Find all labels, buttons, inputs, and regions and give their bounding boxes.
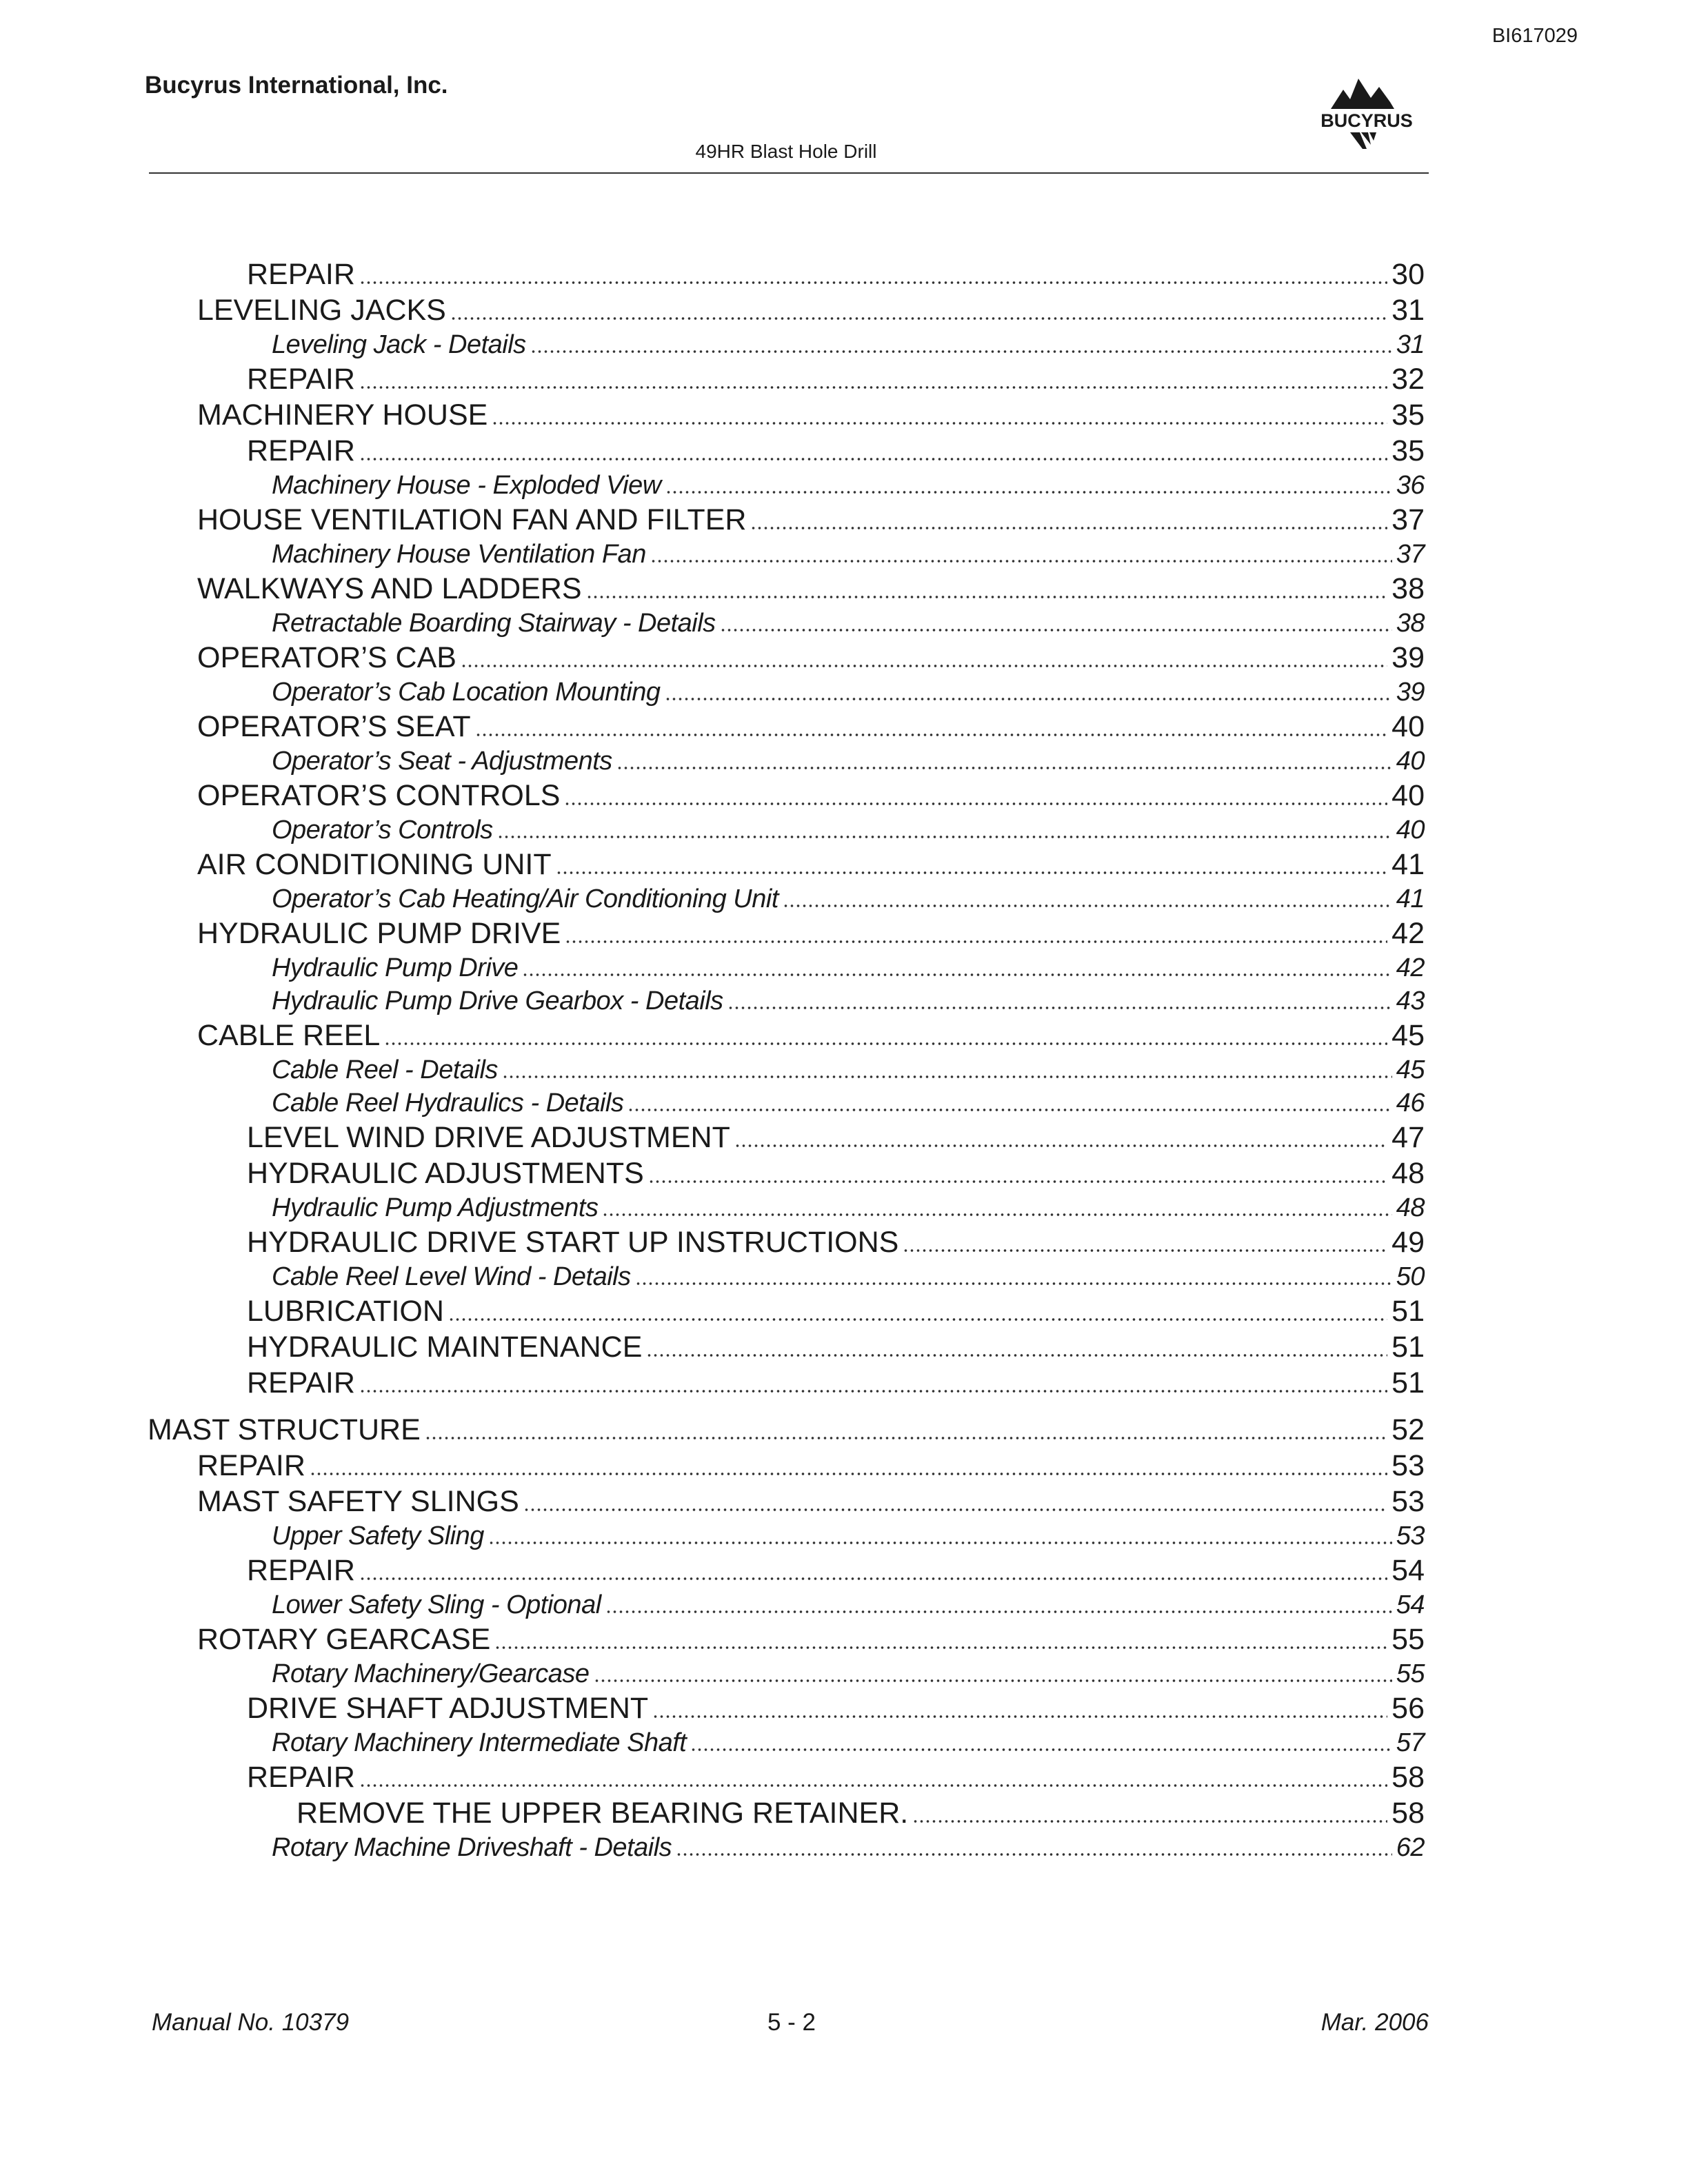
toc-entry-page: 53 <box>1391 1449 1425 1482</box>
toc-leader-dots <box>648 1180 1387 1183</box>
toc-entry-label: OPERATOR’S SEAT <box>197 710 471 743</box>
toc-entry-label: CABLE REEL <box>197 1019 381 1052</box>
toc-entry-page: 52 <box>1391 1413 1425 1446</box>
toc-entry <box>0 1412 1425 1448</box>
toc-entry <box>0 709 1425 745</box>
toc-entry-label: HYDRAULIC PUMP DRIVE <box>197 917 561 950</box>
toc-entry-page: 54 <box>1396 1590 1425 1619</box>
toc-leader-dots <box>556 871 1388 874</box>
toc-entry <box>0 1795 1425 1831</box>
toc-leader-dots <box>523 1508 1387 1511</box>
toc-entry-label: AIR CONDITIONING UNIT <box>197 848 552 881</box>
toc-leader-dots <box>665 491 1392 494</box>
toc-leader-dots <box>450 317 1387 320</box>
toc-leader-dots <box>522 973 1391 976</box>
toc-entry-page: 32 <box>1391 363 1425 396</box>
toc-entry-page: 47 <box>1391 1121 1425 1154</box>
toc-leader-dots <box>448 1318 1387 1321</box>
toc-entry-label: MACHINERY HOUSE <box>197 398 488 432</box>
toc-entry <box>0 1293 1425 1329</box>
toc-entry-page: 51 <box>1391 1331 1425 1364</box>
toc-entry-label: REPAIR <box>247 363 355 396</box>
toc-entry-label: Retractable Boarding Stairway - Details <box>272 609 716 638</box>
toc-entry <box>0 916 1425 951</box>
toc-entry-label: Rotary Machinery Intermediate Shaft <box>272 1728 687 1757</box>
toc-leader-dots <box>720 629 1392 631</box>
toc-entry-label: Operator’s Seat - Adjustments <box>272 747 612 776</box>
toc-figure-entry <box>0 1519 1425 1553</box>
toc-entry-label: Operator’s Cab Location Mounting <box>272 678 661 707</box>
toc-entry-page: 62 <box>1396 1833 1425 1862</box>
toc-entry-label: Rotary Machine Driveshaft - Details <box>272 1833 672 1862</box>
toc-entry-label: Machinery House Ventilation Fan <box>272 540 646 569</box>
page-number: 5 - 2 <box>767 2009 816 2036</box>
toc-entry-page: 42 <box>1391 917 1425 950</box>
header-divider <box>149 172 1429 174</box>
toc-entry <box>0 571 1425 607</box>
document-subtitle: 49HR Blast Hole Drill <box>695 141 877 162</box>
toc-entry-page: 53 <box>1391 1485 1425 1518</box>
toc-entry-page: 57 <box>1396 1728 1425 1757</box>
toc-figure-entry <box>0 1657 1425 1690</box>
toc-leader-dots <box>359 386 1387 389</box>
toc-leader-dots <box>646 1354 1387 1357</box>
toc-entry-label: DRIVE SHAFT ADJUSTMENT <box>247 1692 649 1725</box>
toc-entry-page: 35 <box>1391 434 1425 467</box>
toc-figure-entry <box>0 1588 1425 1621</box>
toc-leader-dots <box>359 458 1387 461</box>
toc-entry-page: 48 <box>1396 1193 1425 1222</box>
toc-entry-label: HYDRAULIC DRIVE START UP INSTRUCTIONS <box>247 1226 899 1259</box>
toc-leader-dots <box>565 940 1387 943</box>
toc-figure-entry <box>0 538 1425 571</box>
toc-leader-dots <box>359 1390 1387 1393</box>
toc-entry-label: Hydraulic Pump Adjustments <box>272 1193 599 1222</box>
toc-entry <box>0 256 1425 292</box>
toc-entry-label: REPAIR <box>247 1761 355 1794</box>
toc-entry-label: HYDRAULIC ADJUSTMENTS <box>247 1157 644 1190</box>
toc-entry <box>0 1759 1425 1795</box>
toc-leader-dots <box>359 1784 1387 1787</box>
toc-entry-label: MAST SAFETY SLINGS <box>197 1485 519 1518</box>
toc-entry-label: HOUSE VENTILATION FAN AND FILTER <box>197 503 747 536</box>
toc-leader-dots <box>359 1577 1387 1580</box>
toc-leader-dots <box>750 527 1387 529</box>
toc-entry-page: 36 <box>1396 471 1425 500</box>
toc-entry-page: 48 <box>1391 1157 1425 1190</box>
toc-entry-label: OPERATOR’S CAB <box>197 641 456 674</box>
toc-figure-entry <box>0 1260 1425 1293</box>
toc-entry <box>0 778 1425 813</box>
toc-entry-label: REPAIR <box>247 434 355 467</box>
toc-leader-dots <box>783 904 1392 907</box>
toc-entry-page: 41 <box>1396 884 1425 913</box>
toc-entry-page: 56 <box>1391 1692 1425 1725</box>
toc-entry-page: 40 <box>1396 747 1425 776</box>
toc-entry-page: 37 <box>1391 503 1425 536</box>
toc-entry <box>0 1484 1425 1519</box>
toc-figure-entry <box>0 607 1425 640</box>
toc-figure-entry <box>0 1053 1425 1086</box>
toc-figure-entry <box>0 951 1425 984</box>
toc-entry-label: Rotary Machinery/Gearcase <box>272 1659 590 1688</box>
toc-entry-page: 31 <box>1396 330 1425 359</box>
toc-entry <box>0 1448 1425 1484</box>
toc-entry <box>0 1621 1425 1657</box>
toc-leader-dots <box>727 1007 1392 1009</box>
publication-date: Mar. 2006 <box>1320 2009 1429 2036</box>
toc-entry-page: 30 <box>1391 258 1425 291</box>
toc-entry <box>0 1329 1425 1365</box>
toc-leader-dots <box>475 734 1388 736</box>
toc-entry-page: 40 <box>1396 816 1425 845</box>
toc-entry-label: Hydraulic Pump Drive <box>272 953 519 982</box>
toc-entry-label: MAST STRUCTURE <box>148 1413 421 1446</box>
toc-entry-label: REMOVE THE UPPER BEARING RETAINER. <box>297 1797 909 1830</box>
toc-leader-dots <box>586 596 1388 598</box>
toc-entry-label: REPAIR <box>247 258 355 291</box>
toc-leader-dots <box>488 1541 1392 1544</box>
toc-leader-dots <box>494 1646 1387 1649</box>
toc-leader-dots <box>650 560 1392 563</box>
toc-entry-label: Leveling Jack - Details <box>272 330 526 359</box>
toc-entry <box>0 433 1425 469</box>
toc-entry <box>0 1018 1425 1053</box>
toc-entry-label: Operator’s Controls <box>272 816 493 845</box>
toc-leader-dots <box>616 767 1392 769</box>
toc-figure-entry <box>0 882 1425 916</box>
toc-entry <box>0 640 1425 676</box>
toc-entry-page: 31 <box>1391 294 1425 327</box>
toc-entry-page: 55 <box>1391 1623 1425 1656</box>
toc-entry-label: ROTARY GEARCASE <box>197 1623 491 1656</box>
toc-leader-dots <box>602 1213 1391 1216</box>
toc-entry-label: LEVEL WIND DRIVE ADJUSTMENT <box>247 1121 730 1154</box>
toc-figure-entry <box>0 813 1425 847</box>
toc-entry <box>0 1553 1425 1588</box>
toc-entry-page: 58 <box>1391 1761 1425 1794</box>
toc-leader-dots <box>903 1249 1387 1252</box>
toc-entry-page: 50 <box>1396 1262 1425 1291</box>
toc-leader-dots <box>594 1679 1392 1682</box>
toc-figure-entry <box>0 1086 1425 1120</box>
toc-entry-page: 55 <box>1396 1659 1425 1688</box>
toc-figure-entry <box>0 1191 1425 1224</box>
toc-entry-label: REPAIR <box>247 1554 355 1587</box>
toc-figure-entry <box>0 1726 1425 1759</box>
document-id: BI617029 <box>1491 25 1578 47</box>
toc-entry-label: OPERATOR’S CONTROLS <box>197 779 561 812</box>
toc-entry-page: 39 <box>1391 641 1425 674</box>
toc-entry <box>0 847 1425 882</box>
toc-entry-label: LEVELING JACKS <box>197 294 446 327</box>
toc-entry <box>0 502 1425 538</box>
toc-leader-dots <box>665 698 1392 700</box>
toc-leader-dots <box>605 1610 1392 1613</box>
toc-leader-dots <box>627 1109 1391 1111</box>
toc-entry-label: REPAIR <box>247 1366 355 1399</box>
toc-entry-label: Machinery House - Exploded View <box>272 471 661 500</box>
toc-entry <box>0 1224 1425 1260</box>
toc-leader-dots <box>652 1715 1387 1718</box>
bucyrus-logo <box>1302 69 1431 152</box>
toc-leader-dots <box>564 802 1387 805</box>
toc-entry-label: Upper Safety Sling <box>272 1521 484 1550</box>
toc-leader-dots <box>912 1820 1387 1823</box>
toc-entry-label: LUBRICATION <box>247 1295 444 1328</box>
toc-entry-page: 38 <box>1396 609 1425 638</box>
toc-leader-dots <box>676 1853 1392 1856</box>
toc-entry-label: Cable Reel Hydraulics - Details <box>272 1089 624 1118</box>
toc-entry-label: Cable Reel Level Wind - Details <box>272 1262 631 1291</box>
toc-entry-page: 40 <box>1391 710 1425 743</box>
toc-entry <box>0 1120 1425 1155</box>
toc-entry-page: 51 <box>1391 1366 1425 1399</box>
toc-entry-page: 43 <box>1396 987 1425 1015</box>
toc-entry-label: REPAIR <box>197 1449 305 1482</box>
toc-entry-page: 49 <box>1391 1226 1425 1259</box>
toc-entry-page: 41 <box>1391 848 1425 881</box>
toc-entry <box>0 361 1425 397</box>
toc-leader-dots <box>734 1144 1387 1147</box>
toc-leader-dots <box>690 1748 1391 1751</box>
toc-entry-page: 53 <box>1396 1521 1425 1550</box>
toc-entry-label: Cable Reel - Details <box>272 1055 498 1084</box>
toc-entry-page: 35 <box>1391 398 1425 432</box>
manual-number: Manual No. 10379 <box>152 2009 350 2036</box>
toc-entry-page: 45 <box>1391 1019 1425 1052</box>
toc-leader-dots <box>635 1282 1392 1285</box>
toc-leader-dots <box>530 350 1392 353</box>
toc-entry <box>0 1690 1425 1726</box>
toc-entry-page: 46 <box>1396 1089 1425 1118</box>
table-of-contents <box>0 256 1688 1864</box>
toc-leader-dots <box>492 422 1387 425</box>
toc-leader-dots <box>310 1473 1387 1475</box>
toc-entry-page: 37 <box>1396 540 1425 569</box>
toc-entry <box>0 397 1425 433</box>
toc-leader-dots <box>425 1437 1387 1439</box>
toc-entry-page: 58 <box>1391 1797 1425 1830</box>
toc-entry-label: WALKWAYS AND LADDERS <box>197 572 582 605</box>
toc-entry-page: 54 <box>1391 1554 1425 1587</box>
toc-leader-dots <box>502 1075 1392 1078</box>
toc-figure-entry <box>0 328 1425 361</box>
toc-figure-entry <box>0 676 1425 709</box>
toc-figure-entry <box>0 1831 1425 1864</box>
toc-leader-dots <box>497 836 1392 838</box>
toc-entry <box>0 1155 1425 1191</box>
toc-leader-dots <box>384 1042 1387 1045</box>
toc-entry-label: Lower Safety Sling - Optional <box>272 1590 601 1619</box>
toc-entry-page: 42 <box>1396 953 1425 982</box>
toc-entry-page: 45 <box>1396 1055 1425 1084</box>
logo-text: BUCYRUS <box>1320 110 1413 131</box>
toc-leader-dots <box>461 665 1387 667</box>
toc-figure-entry <box>0 745 1425 778</box>
toc-entry <box>0 292 1425 328</box>
toc-entry-page: 51 <box>1391 1295 1425 1328</box>
toc-figure-entry <box>0 984 1425 1018</box>
toc-entry <box>0 1365 1425 1401</box>
company-name: Bucyrus International, Inc. <box>145 72 448 99</box>
toc-entry-label: HYDRAULIC MAINTENANCE <box>247 1331 643 1364</box>
toc-entry-page: 38 <box>1391 572 1425 605</box>
toc-entry-label: Hydraulic Pump Drive Gearbox - Details <box>272 987 723 1015</box>
toc-figure-entry <box>0 469 1425 502</box>
toc-entry-page: 39 <box>1396 678 1425 707</box>
toc-entry-page: 40 <box>1391 779 1425 812</box>
toc-leader-dots <box>359 281 1387 284</box>
toc-entry-label: Operator’s Cab Heating/Air Conditioning Unit <box>272 884 778 913</box>
